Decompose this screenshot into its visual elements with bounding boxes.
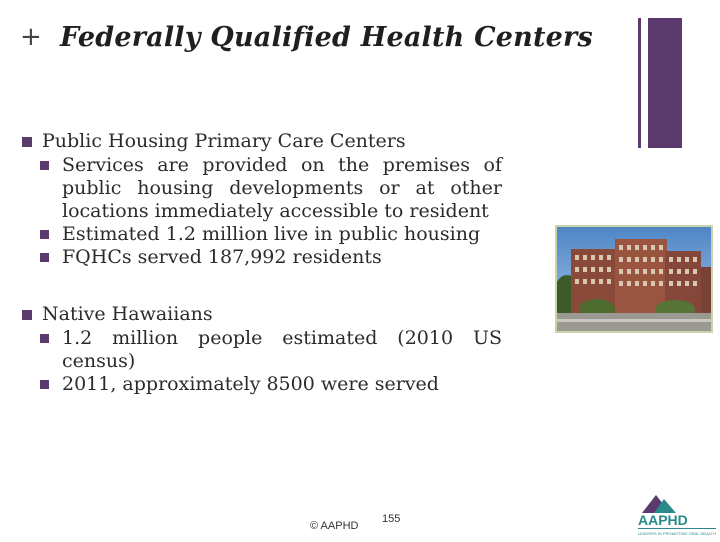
list-item (22, 327, 502, 373)
section-heading (22, 130, 502, 153)
square-bullet-icon (40, 161, 49, 170)
list-item-text: Services are provided on the premises of public housing developments or at other locations immediately accessible to resident (62, 154, 502, 222)
square-bullet-icon (40, 253, 49, 262)
svg-text:AAPHD: AAPHD (638, 512, 688, 528)
section-heading (22, 303, 502, 326)
section-heading-text: Native Hawaiians (42, 303, 213, 325)
square-bullet-icon (40, 334, 49, 343)
public-housing-building-photo (555, 225, 713, 333)
square-bullet-icon (40, 380, 49, 389)
square-bullet-icon (22, 310, 32, 320)
accent-bar-wide (648, 18, 682, 148)
list-item (22, 246, 502, 269)
slide-number: 155 (382, 513, 401, 525)
list-item-text: 1.2 million people estimated (2010 US census) (62, 327, 502, 372)
list-item (22, 373, 502, 396)
plus-icon: + (20, 22, 42, 52)
accent-bar-thin (638, 18, 641, 148)
list-item-text: 2011, approximately 8500 were served (62, 373, 439, 395)
list-item (22, 154, 502, 223)
square-bullet-icon (22, 137, 32, 147)
list-item-text: Estimated 1.2 million live in public housing (62, 223, 481, 245)
section-heading-text: Public Housing Primary Care Centers (42, 130, 406, 152)
list-item (22, 223, 502, 246)
aaphd-logo (634, 493, 718, 538)
list-item-text: FQHCs served 187,992 residents (62, 246, 382, 268)
square-bullet-icon (40, 230, 49, 239)
slide-title: Federally Qualified Health Centers (60, 22, 593, 53)
bullet-content (22, 130, 502, 396)
svg-text:LEADERS IN PROMOTING ORAL HEAL: LEADERS IN PROMOTING ORAL HEALTH (638, 531, 717, 536)
footer-copyright: © AAPHD (310, 520, 359, 532)
